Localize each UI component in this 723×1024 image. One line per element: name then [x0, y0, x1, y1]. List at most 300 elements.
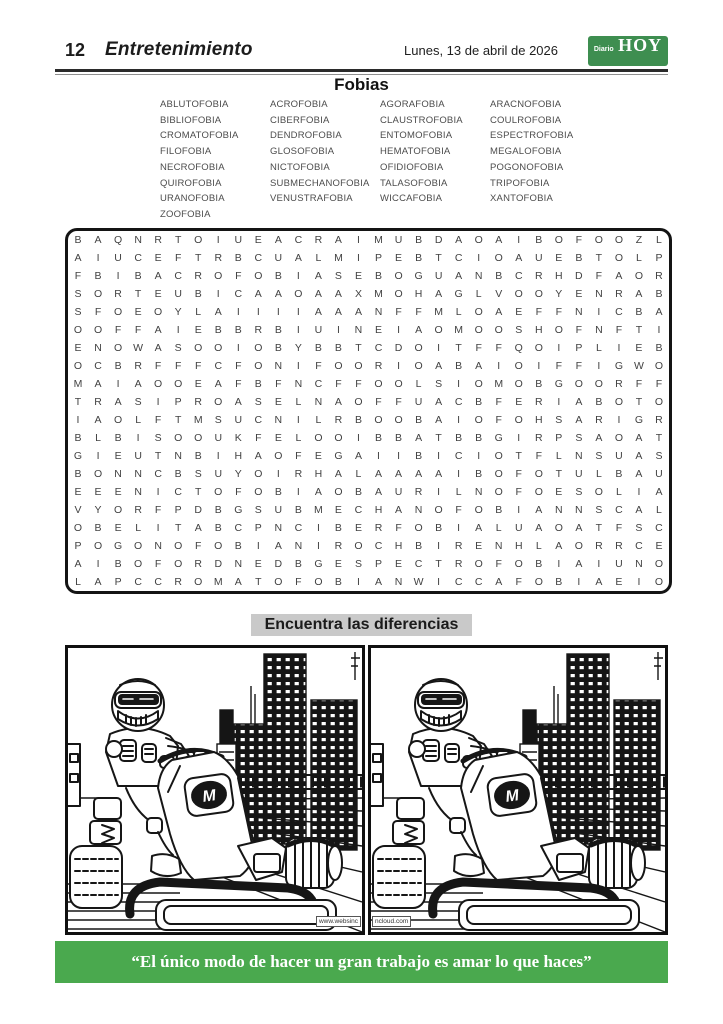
- grid-letter: A: [595, 432, 603, 444]
- grid-letter: H: [414, 288, 423, 300]
- grid-letter: A: [595, 576, 603, 588]
- grid-letter: C: [454, 252, 463, 264]
- grid-letter: N: [274, 522, 283, 534]
- grid-letter: O: [534, 342, 543, 354]
- grid-letter: W: [633, 360, 644, 372]
- grid-letter: U: [214, 432, 223, 444]
- grid-letter: I: [156, 486, 160, 498]
- grid-letter: F: [495, 342, 502, 354]
- grid-letter: A: [114, 396, 122, 408]
- grid-letter: L: [495, 522, 502, 534]
- grid-letter: B: [94, 270, 102, 282]
- grid-letter: N: [234, 558, 243, 570]
- grid-letter: N: [575, 450, 583, 462]
- grid-letter: T: [555, 468, 563, 480]
- word-list-item: WICCAFOBIA: [380, 193, 443, 205]
- word-list-item: DENDROFOBIA: [270, 130, 342, 142]
- grid-letter: O: [334, 432, 343, 444]
- grid-letter: F: [154, 504, 162, 516]
- grid-letter: R: [194, 558, 202, 570]
- word-list-item: CIBERFOBIA: [270, 114, 330, 126]
- grid-letter: B: [415, 252, 423, 264]
- grid-letter: I: [296, 486, 300, 498]
- grid-letter: U: [514, 522, 523, 534]
- grid-letter: B: [495, 270, 503, 282]
- grid-letter: O: [354, 396, 363, 408]
- grid-letter: O: [614, 234, 623, 246]
- grid-letter: A: [435, 360, 443, 372]
- grid-letter: L: [75, 576, 81, 588]
- grid-letter: T: [74, 396, 82, 408]
- grid-letter: O: [154, 378, 163, 390]
- grid-letter: R: [615, 288, 623, 300]
- grid-letter: F: [235, 378, 242, 390]
- grid-letter: I: [537, 360, 541, 372]
- word-list-item: NICTOFOBIA: [270, 161, 330, 173]
- grid-letter: B: [615, 468, 623, 480]
- grid-letter: A: [274, 288, 282, 300]
- grid-letter: A: [214, 306, 222, 318]
- grid-letter: B: [254, 378, 262, 390]
- grid-letter: G: [113, 540, 123, 552]
- grid-letter: F: [515, 576, 522, 588]
- grid-letter: M: [454, 324, 464, 336]
- grid-letter: O: [614, 252, 623, 264]
- grid-letter: I: [437, 540, 441, 552]
- grid-letter: O: [654, 396, 664, 408]
- grid-letter: T: [595, 522, 603, 534]
- kart-line-art-right: [371, 648, 665, 932]
- grid-letter: N: [294, 540, 303, 552]
- grid-letter: O: [214, 540, 223, 552]
- grid-letter: U: [615, 450, 623, 462]
- grid-letter: E: [74, 342, 82, 354]
- grid-letter: C: [154, 576, 162, 588]
- grid-letter: A: [74, 252, 82, 264]
- grid-letter: M: [374, 288, 383, 300]
- grid-letter: C: [474, 576, 483, 588]
- grid-letter: M: [494, 378, 504, 390]
- grid-letter: S: [575, 432, 583, 444]
- grid-letter: C: [374, 540, 383, 552]
- word-list-column: [490, 97, 600, 223]
- grid-letter: E: [575, 288, 583, 300]
- grid-letter: C: [354, 504, 363, 516]
- grid-letter: N: [394, 576, 403, 588]
- grid-letter: U: [214, 468, 223, 480]
- grid-letter: I: [76, 414, 80, 426]
- grid-letter: O: [93, 540, 103, 552]
- grid-letter: A: [375, 468, 383, 480]
- grid-letter: B: [535, 558, 543, 570]
- grid-letter: A: [475, 522, 483, 534]
- grid-letter: I: [397, 324, 400, 336]
- grid-letter: F: [235, 270, 242, 282]
- grid-letter: O: [113, 342, 123, 354]
- grid-letter: I: [276, 306, 280, 318]
- differences-title: Encuentra las diferencias: [251, 614, 473, 636]
- grid-letter: D: [434, 234, 443, 246]
- word-list-item: QUIROFOBIA: [160, 177, 222, 189]
- grid-letter: I: [276, 468, 280, 480]
- grid-letter: E: [94, 486, 102, 498]
- grid-letter: L: [195, 306, 202, 318]
- grid-letter: F: [495, 414, 502, 426]
- grid-letter: I: [457, 414, 461, 426]
- grid-letter: I: [296, 360, 300, 372]
- grid-letter: A: [635, 288, 643, 300]
- grid-letter: A: [314, 306, 322, 318]
- grid-letter: L: [135, 522, 142, 534]
- grid-letter: C: [635, 540, 643, 552]
- grid-letter: N: [94, 342, 102, 354]
- grid-letter: F: [415, 306, 422, 318]
- grid-letter: I: [617, 342, 621, 354]
- grid-letter: B: [595, 396, 603, 408]
- grid-letter: N: [374, 306, 383, 318]
- grid-letter: Q: [113, 234, 123, 246]
- grid-letter: O: [494, 486, 503, 498]
- grid-letter: I: [296, 306, 300, 318]
- grid-letter: A: [375, 576, 383, 588]
- grid-letter: F: [154, 414, 162, 426]
- grid-letter: B: [555, 576, 563, 588]
- grid-letter: A: [655, 486, 663, 498]
- grid-letter: B: [655, 288, 663, 300]
- grid-letter: A: [495, 576, 503, 588]
- grid-letter: R: [595, 540, 603, 552]
- grid-letter: O: [113, 306, 123, 318]
- word-list-column: [160, 97, 270, 223]
- grid-letter: N: [575, 504, 583, 516]
- word-list: [160, 97, 600, 223]
- grid-letter: F: [615, 522, 623, 534]
- grid-letter: A: [635, 432, 643, 444]
- grid-letter: A: [94, 234, 102, 246]
- grid-letter: S: [74, 306, 82, 318]
- grid-letter: E: [515, 396, 523, 408]
- grid-letter: A: [575, 396, 583, 408]
- grid-letter: O: [194, 576, 203, 588]
- grid-letter: B: [375, 432, 383, 444]
- grid-letter: E: [114, 522, 122, 534]
- grid-letter: O: [574, 378, 583, 390]
- grid-letter: T: [194, 486, 202, 498]
- kart-line-art-left: [68, 648, 362, 932]
- grid-letter: O: [214, 342, 223, 354]
- grid-letter: N: [114, 468, 122, 480]
- grid-letter: O: [474, 324, 483, 336]
- grid-letter: A: [154, 324, 162, 336]
- grid-letter: I: [557, 558, 561, 570]
- grid-letter: A: [635, 504, 643, 516]
- grid-letter: C: [254, 414, 263, 426]
- grid-letter: I: [457, 468, 461, 480]
- grid-letter: O: [534, 288, 543, 300]
- grid-letter: O: [354, 360, 363, 372]
- grid-letter: I: [296, 414, 300, 426]
- grid-letter: L: [656, 504, 662, 516]
- grid-letter: W: [413, 576, 424, 588]
- grid-letter: N: [134, 234, 142, 246]
- grid-letter: F: [575, 234, 583, 246]
- grid-letter: F: [475, 342, 482, 354]
- grid-letter: C: [294, 234, 303, 246]
- grid-letter: A: [154, 270, 162, 282]
- differences-title-wrap: [55, 614, 668, 636]
- watermark-left: www.websinc: [316, 916, 361, 927]
- grid-letter: B: [535, 378, 543, 390]
- grid-letter: F: [555, 306, 563, 318]
- grid-letter: I: [316, 540, 320, 552]
- grid-letter: E: [395, 558, 403, 570]
- grid-letter: B: [495, 504, 503, 516]
- grid-letter: A: [94, 414, 102, 426]
- grid-letter: A: [74, 558, 82, 570]
- grid-letter: G: [554, 378, 563, 390]
- grid-letter: F: [74, 270, 82, 282]
- grid-letter: O: [594, 234, 603, 246]
- grid-letter: B: [74, 432, 82, 444]
- grid-letter: U: [314, 324, 323, 336]
- grid-letter: A: [395, 468, 403, 480]
- grid-letter: A: [254, 450, 262, 462]
- grid-letter: L: [315, 252, 322, 264]
- grid-letter: C: [655, 522, 663, 534]
- grid-letter: O: [174, 540, 183, 552]
- grid-letter: O: [474, 558, 483, 570]
- grid-letter: I: [236, 342, 240, 354]
- grid-letter: G: [614, 360, 623, 372]
- grid-letter: N: [174, 450, 182, 462]
- grid-letter: F: [315, 360, 322, 372]
- grid-letter: O: [374, 414, 383, 426]
- grid-letter: B: [635, 306, 643, 318]
- grid-letter: L: [455, 486, 462, 498]
- word-list-item: CLAUSTROFOBIA: [380, 114, 463, 126]
- grid-letter: T: [455, 342, 462, 354]
- grid-letter: A: [555, 540, 563, 552]
- grid-letter: F: [255, 432, 262, 444]
- grid-letter: F: [535, 450, 542, 462]
- word-list-item: NECROFOBIA: [160, 161, 225, 173]
- page-number: 12: [65, 40, 86, 60]
- grid-letter: O: [254, 486, 263, 498]
- grid-letter: B: [415, 540, 423, 552]
- wordsearch-grid-frame: [65, 228, 672, 594]
- grid-letter: T: [174, 522, 182, 534]
- grid-letter: O: [73, 324, 83, 336]
- grid-letter: A: [395, 504, 403, 516]
- grid-letter: O: [414, 360, 423, 372]
- grid-letter: N: [414, 504, 423, 516]
- grid-letter: U: [174, 288, 182, 300]
- grid-letter: A: [655, 306, 663, 318]
- word-list-column: [380, 97, 490, 223]
- grid-letter: I: [457, 522, 461, 534]
- grid-letter: L: [555, 450, 562, 462]
- grid-letter: O: [614, 396, 623, 408]
- grid-letter: S: [174, 342, 182, 354]
- grid-letter: I: [216, 234, 220, 246]
- grid-letter: B: [475, 468, 483, 480]
- grid-letter: B: [114, 432, 122, 444]
- grid-letter: U: [234, 414, 243, 426]
- grid-letter: B: [174, 468, 182, 480]
- grid-letter: G: [334, 450, 343, 462]
- grid-letter: B: [334, 522, 342, 534]
- grid-letter: R: [334, 414, 343, 426]
- grid-letter: O: [494, 252, 503, 264]
- grid-letter: R: [454, 558, 463, 570]
- grid-letter: O: [314, 432, 323, 444]
- grid-letter: S: [595, 450, 603, 462]
- grid-letter: T: [635, 324, 643, 336]
- grid-letter: T: [435, 432, 442, 444]
- grid-letter: O: [534, 486, 543, 498]
- word-list-item: ABLUTOFOBIA: [160, 99, 229, 110]
- grid-letter: S: [194, 468, 202, 480]
- word-list-item: HEMATOFOBIA: [380, 146, 451, 158]
- grid-letter: A: [234, 396, 242, 408]
- grid-letter: M: [314, 504, 323, 516]
- grid-letter: L: [355, 468, 362, 480]
- grid-letter: S: [354, 558, 362, 570]
- grid-letter: E: [134, 306, 142, 318]
- grid-letter: C: [414, 558, 423, 570]
- grid-letter: W: [133, 342, 144, 354]
- grid-letter: O: [113, 504, 123, 516]
- grid-letter: F: [515, 486, 522, 498]
- grid-letter: L: [295, 432, 302, 444]
- grid-letter: B: [214, 522, 222, 534]
- grid-letter: B: [294, 504, 302, 516]
- grid-letter: O: [73, 522, 83, 534]
- grid-letter: D: [274, 558, 283, 570]
- grid-letter: G: [234, 504, 243, 516]
- grid-letter: F: [495, 558, 502, 570]
- grid-letter: I: [437, 486, 441, 498]
- grid-letter: L: [535, 540, 542, 552]
- grid-letter: S: [334, 270, 342, 282]
- grid-letter: A: [354, 450, 362, 462]
- grid-letter: I: [357, 432, 360, 444]
- grid-letter: R: [374, 522, 383, 534]
- grid-letter: O: [474, 378, 483, 390]
- grid-letter: B: [214, 324, 222, 336]
- word-list-item: BIBLIOFOBIA: [160, 114, 222, 126]
- grid-letter: I: [637, 576, 641, 588]
- grid-letter: I: [96, 252, 100, 264]
- grid-letter: X: [354, 288, 362, 300]
- grid-letter: N: [595, 288, 603, 300]
- grid-letter: B: [475, 432, 483, 444]
- grid-letter: H: [555, 270, 563, 282]
- grid-letter: B: [134, 270, 142, 282]
- grid-letter: F: [114, 324, 122, 336]
- grid-letter: E: [314, 450, 322, 462]
- page-header: [55, 35, 668, 68]
- grid-letter: A: [615, 270, 623, 282]
- grid-letter: O: [394, 378, 403, 390]
- grid-letter: S: [214, 414, 222, 426]
- grid-letter: C: [134, 576, 142, 588]
- grid-letter: E: [615, 576, 623, 588]
- grid-letter: F: [235, 486, 242, 498]
- grid-letter: I: [437, 576, 441, 588]
- grid-letter: I: [517, 234, 521, 246]
- grid-letter: I: [597, 306, 601, 318]
- grid-letter: A: [314, 288, 322, 300]
- grid-letter: B: [415, 414, 423, 426]
- grid-letter: B: [234, 540, 242, 552]
- grid-letter: A: [134, 378, 142, 390]
- grid-letter: E: [274, 396, 282, 408]
- grid-letter: O: [434, 324, 443, 336]
- grid-letter: B: [114, 360, 122, 372]
- grid-letter: S: [595, 504, 603, 516]
- grid-letter: O: [494, 450, 503, 462]
- grid-letter: F: [515, 468, 522, 480]
- grid-letter: U: [274, 504, 283, 516]
- grid-letter: B: [74, 234, 82, 246]
- grid-letter: O: [394, 414, 403, 426]
- word-list-item: FILOFOBIA: [160, 146, 212, 158]
- grid-letter: B: [354, 486, 362, 498]
- grid-letter: T: [255, 576, 262, 588]
- grid-letter: B: [274, 324, 282, 336]
- grid-letter: O: [73, 360, 83, 372]
- grid-letter: O: [93, 324, 103, 336]
- grid-letter: S: [254, 504, 262, 516]
- grid-letter: V: [495, 288, 503, 300]
- grid-letter: B: [334, 576, 342, 588]
- grid-letter: C: [615, 306, 623, 318]
- grid-letter: O: [214, 486, 223, 498]
- grid-letter: C: [254, 252, 263, 264]
- grid-letter: I: [256, 306, 260, 318]
- grid-letter: C: [374, 342, 383, 354]
- grid-letter: H: [314, 468, 323, 480]
- word-list-item: MEGALOFOBIA: [490, 146, 562, 158]
- wordsearch-title: Fobias: [334, 75, 389, 94]
- grid-letter: N: [134, 486, 142, 498]
- grid-letter: N: [474, 270, 483, 282]
- grid-letter: I: [437, 342, 441, 354]
- grid-letter: D: [194, 504, 202, 516]
- grid-letter: O: [654, 558, 664, 570]
- diario-hoy-logo: [588, 36, 668, 66]
- grid-letter: U: [134, 450, 142, 462]
- grid-letter: O: [194, 342, 203, 354]
- grid-letter: A: [495, 306, 503, 318]
- grid-letter: A: [294, 252, 302, 264]
- grid-letter: O: [414, 522, 423, 534]
- grid-letter: S: [254, 396, 262, 408]
- grid-letter: R: [134, 504, 142, 516]
- grid-letter: I: [477, 450, 481, 462]
- word-list-item: COULROFOBIA: [490, 114, 562, 126]
- grid-letter: A: [475, 360, 483, 372]
- grid-letter: I: [156, 522, 160, 534]
- grid-letter: B: [395, 432, 403, 444]
- grid-letter: Y: [555, 288, 563, 300]
- grid-letter: E: [254, 234, 262, 246]
- grid-letter: A: [274, 540, 282, 552]
- grid-letter: M: [73, 378, 83, 390]
- grid-letter: N: [474, 486, 483, 498]
- grid-letter: A: [415, 432, 423, 444]
